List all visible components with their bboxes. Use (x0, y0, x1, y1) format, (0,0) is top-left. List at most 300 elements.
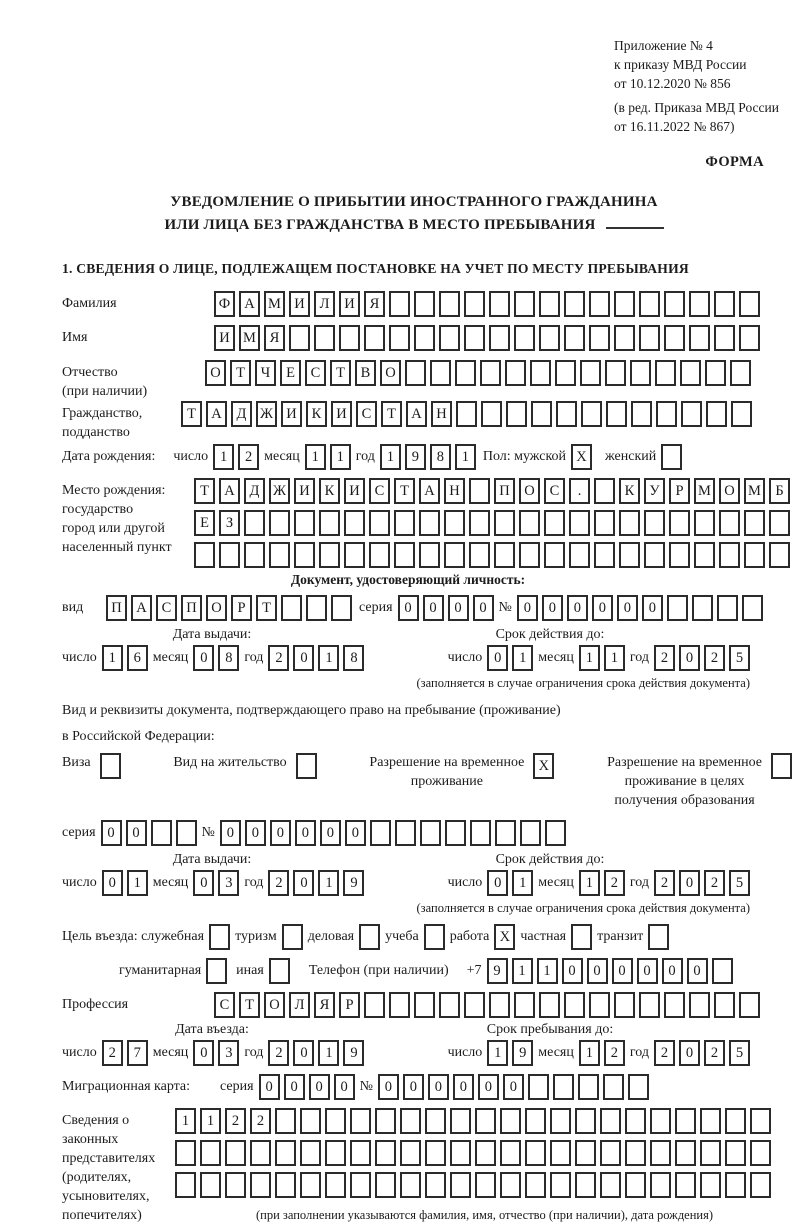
char-box-empty[interactable] (225, 1140, 246, 1166)
char-box-empty[interactable] (269, 510, 290, 536)
char-box[interactable]: 2 (704, 1040, 725, 1066)
char-box[interactable]: 2 (654, 645, 675, 671)
char-box[interactable]: Л (314, 291, 335, 317)
char-box[interactable]: 0 (293, 1040, 314, 1066)
char-box[interactable]: М (694, 478, 715, 504)
char-box[interactable]: 1 (127, 870, 148, 896)
char-box[interactable]: 0 (679, 1040, 700, 1066)
checkbox-purpose-other[interactable] (269, 958, 290, 984)
char-box[interactable]: Е (280, 360, 301, 386)
char-box-empty[interactable] (769, 542, 790, 568)
char-box-empty[interactable] (619, 542, 640, 568)
char-box-empty[interactable] (744, 510, 765, 536)
char-box-empty[interactable] (425, 1140, 446, 1166)
char-box[interactable]: С (356, 401, 377, 427)
char-box-empty[interactable] (680, 360, 701, 386)
checkbox-temp-residence-education[interactable] (771, 753, 792, 779)
char-box[interactable]: А (419, 478, 440, 504)
char-box[interactable]: М (264, 291, 285, 317)
char-box[interactable]: 0 (542, 595, 563, 621)
char-box[interactable]: 0 (259, 1074, 280, 1100)
char-box[interactable]: И (344, 478, 365, 504)
char-box[interactable]: 9 (343, 1040, 364, 1066)
char-box-empty[interactable] (750, 1172, 771, 1198)
char-box[interactable]: 1 (330, 444, 351, 470)
char-box[interactable]: 9 (512, 1040, 533, 1066)
char-box-empty[interactable] (500, 1108, 521, 1134)
char-box-empty[interactable] (725, 1140, 746, 1166)
checkbox-purpose-study[interactable] (424, 924, 445, 950)
char-box-empty[interactable] (456, 401, 477, 427)
char-box-empty[interactable] (375, 1140, 396, 1166)
char-box[interactable]: С (369, 478, 390, 504)
char-box[interactable]: 0 (293, 870, 314, 896)
char-box-empty[interactable] (219, 542, 240, 568)
char-box-empty[interactable] (539, 291, 560, 317)
char-box-empty[interactable] (550, 1108, 571, 1134)
char-box[interactable]: 0 (309, 1074, 330, 1100)
char-box-empty[interactable] (569, 510, 590, 536)
char-box[interactable]: А (239, 291, 260, 317)
char-box[interactable]: Н (444, 478, 465, 504)
char-box[interactable]: 0 (679, 870, 700, 896)
char-box-empty[interactable] (425, 1172, 446, 1198)
char-box-empty[interactable] (530, 360, 551, 386)
char-box[interactable]: У (644, 478, 665, 504)
char-box[interactable]: М (744, 478, 765, 504)
char-box[interactable]: Л (289, 992, 310, 1018)
char-box[interactable]: 2 (604, 1040, 625, 1066)
char-box-empty[interactable] (300, 1172, 321, 1198)
char-box-empty[interactable] (675, 1172, 696, 1198)
char-box[interactable]: 1 (318, 645, 339, 671)
char-box[interactable]: П (181, 595, 202, 621)
char-box-empty[interactable] (350, 1108, 371, 1134)
char-box[interactable]: 0 (679, 645, 700, 671)
char-box-empty[interactable] (639, 992, 660, 1018)
char-box-empty[interactable] (731, 401, 752, 427)
char-box-empty[interactable] (689, 291, 710, 317)
char-box-empty[interactable] (175, 1140, 196, 1166)
char-box-empty[interactable] (669, 510, 690, 536)
char-box[interactable]: 1 (213, 444, 234, 470)
char-box-empty[interactable] (614, 325, 635, 351)
char-box-empty[interactable] (594, 542, 615, 568)
char-box-empty[interactable] (750, 1140, 771, 1166)
char-box-empty[interactable] (444, 542, 465, 568)
char-box[interactable]: 0 (284, 1074, 305, 1100)
char-box-empty[interactable] (550, 1140, 571, 1166)
char-box-empty[interactable] (469, 478, 490, 504)
char-box-empty[interactable] (475, 1140, 496, 1166)
char-box[interactable]: 5 (729, 1040, 750, 1066)
char-box-empty[interactable] (369, 542, 390, 568)
char-box-empty[interactable] (575, 1140, 596, 1166)
char-box[interactable]: Р (669, 478, 690, 504)
char-box[interactable]: М (239, 325, 260, 351)
char-box-empty[interactable] (475, 1108, 496, 1134)
char-box[interactable]: 0 (423, 595, 444, 621)
char-box[interactable]: 9 (343, 870, 364, 896)
char-box[interactable]: 0 (295, 820, 316, 846)
char-box-empty[interactable] (520, 820, 541, 846)
char-box-empty[interactable] (669, 542, 690, 568)
char-box-empty[interactable] (742, 595, 763, 621)
char-box-empty[interactable] (344, 542, 365, 568)
char-box[interactable]: 0 (270, 820, 291, 846)
char-box-empty[interactable] (639, 291, 660, 317)
char-box-empty[interactable] (469, 542, 490, 568)
char-box[interactable]: 0 (320, 820, 341, 846)
char-box[interactable]: К (306, 401, 327, 427)
char-box[interactable]: 0 (612, 958, 633, 984)
char-box-empty[interactable] (480, 360, 501, 386)
char-box-empty[interactable] (519, 510, 540, 536)
char-box[interactable]: И (281, 401, 302, 427)
char-box[interactable]: Н (431, 401, 452, 427)
char-box-empty[interactable] (489, 325, 510, 351)
char-box-empty[interactable] (689, 992, 710, 1018)
checkbox-gender-male[interactable]: X (571, 444, 592, 470)
char-box[interactable]: Е (194, 510, 215, 536)
char-box-empty[interactable] (594, 510, 615, 536)
char-box[interactable]: Т (256, 595, 277, 621)
char-box-empty[interactable] (370, 820, 391, 846)
char-box[interactable]: 0 (662, 958, 683, 984)
char-box-empty[interactable] (739, 992, 760, 1018)
char-box-empty[interactable] (553, 1074, 574, 1100)
char-box[interactable]: А (131, 595, 152, 621)
char-box-empty[interactable] (539, 992, 560, 1018)
char-box[interactable]: А (206, 401, 227, 427)
char-box[interactable]: 1 (579, 870, 600, 896)
char-box-empty[interactable] (555, 360, 576, 386)
char-box-empty[interactable] (439, 992, 460, 1018)
char-box[interactable]: Р (231, 595, 252, 621)
char-box-empty[interactable] (600, 1140, 621, 1166)
char-box-empty[interactable] (389, 291, 410, 317)
char-box[interactable]: 0 (378, 1074, 399, 1100)
char-box-empty[interactable] (289, 325, 310, 351)
char-box-empty[interactable] (664, 291, 685, 317)
char-box-empty[interactable] (719, 510, 740, 536)
char-box[interactable]: 0 (592, 595, 613, 621)
char-box-empty[interactable] (556, 401, 577, 427)
char-box[interactable]: 1 (487, 1040, 508, 1066)
char-box[interactable]: 2 (704, 870, 725, 896)
char-box[interactable]: 2 (654, 870, 675, 896)
char-box-empty[interactable] (325, 1172, 346, 1198)
char-box[interactable]: 0 (478, 1074, 499, 1100)
char-box-empty[interactable] (275, 1140, 296, 1166)
char-box[interactable]: 5 (729, 645, 750, 671)
char-box-empty[interactable] (414, 325, 435, 351)
char-box-empty[interactable] (514, 325, 535, 351)
char-box-empty[interactable] (675, 1140, 696, 1166)
char-box-empty[interactable] (525, 1140, 546, 1166)
char-box[interactable]: 0 (487, 870, 508, 896)
char-box-empty[interactable] (656, 401, 677, 427)
char-box[interactable]: 6 (127, 645, 148, 671)
char-box[interactable]: С (156, 595, 177, 621)
char-box-empty[interactable] (644, 510, 665, 536)
char-box-empty[interactable] (714, 992, 735, 1018)
char-box[interactable]: Т (239, 992, 260, 1018)
char-box-empty[interactable] (544, 510, 565, 536)
checkbox-purpose-humanitarian[interactable] (206, 958, 227, 984)
char-box-empty[interactable] (694, 542, 715, 568)
char-box[interactable]: Ф (214, 291, 235, 317)
char-box[interactable]: 0 (687, 958, 708, 984)
char-box[interactable]: 0 (448, 595, 469, 621)
char-box-empty[interactable] (225, 1172, 246, 1198)
char-box-empty[interactable] (419, 542, 440, 568)
char-box[interactable]: О (719, 478, 740, 504)
char-box-empty[interactable] (494, 542, 515, 568)
char-box-empty[interactable] (319, 510, 340, 536)
char-box-empty[interactable] (414, 291, 435, 317)
char-box[interactable]: 8 (218, 645, 239, 671)
char-box-empty[interactable] (414, 992, 435, 1018)
char-box[interactable]: О (206, 595, 227, 621)
char-box-empty[interactable] (394, 542, 415, 568)
char-box-empty[interactable] (494, 510, 515, 536)
char-box-empty[interactable] (689, 325, 710, 351)
char-box-empty[interactable] (445, 820, 466, 846)
char-box-empty[interactable] (725, 1172, 746, 1198)
char-box-empty[interactable] (667, 595, 688, 621)
char-box-empty[interactable] (514, 291, 535, 317)
char-box-empty[interactable] (603, 1074, 624, 1100)
checkbox-purpose-official[interactable] (209, 924, 230, 950)
char-box[interactable]: Т (181, 401, 202, 427)
char-box-empty[interactable] (519, 542, 540, 568)
char-box-empty[interactable] (564, 325, 585, 351)
char-box[interactable]: К (319, 478, 340, 504)
char-box[interactable]: 1 (380, 444, 401, 470)
char-box-empty[interactable] (545, 820, 566, 846)
char-box[interactable]: Я (314, 992, 335, 1018)
char-box-empty[interactable] (325, 1108, 346, 1134)
char-box[interactable]: 0 (403, 1074, 424, 1100)
char-box[interactable]: 1 (537, 958, 558, 984)
char-box-empty[interactable] (580, 360, 601, 386)
char-box-empty[interactable] (575, 1108, 596, 1134)
char-box-empty[interactable] (525, 1108, 546, 1134)
char-box[interactable]: 1 (318, 870, 339, 896)
char-box-empty[interactable] (550, 1172, 571, 1198)
char-box[interactable]: 9 (487, 958, 508, 984)
char-box[interactable]: О (380, 360, 401, 386)
char-box[interactable]: 0 (617, 595, 638, 621)
char-box[interactable]: 0 (487, 645, 508, 671)
char-box-empty[interactable] (400, 1172, 421, 1198)
char-box[interactable]: Ч (255, 360, 276, 386)
char-box-empty[interactable] (717, 595, 738, 621)
char-box[interactable]: 2 (225, 1108, 246, 1134)
char-box[interactable]: Т (194, 478, 215, 504)
char-box-empty[interactable] (505, 360, 526, 386)
char-box[interactable]: 2 (268, 645, 289, 671)
char-box-empty[interactable] (719, 542, 740, 568)
char-box[interactable]: 0 (503, 1074, 524, 1100)
char-box-empty[interactable] (769, 510, 790, 536)
char-box-empty[interactable] (275, 1172, 296, 1198)
char-box-empty[interactable] (628, 1074, 649, 1100)
char-box-empty[interactable] (339, 325, 360, 351)
char-box-empty[interactable] (364, 992, 385, 1018)
char-box[interactable]: 1 (102, 645, 123, 671)
char-box-empty[interactable] (250, 1172, 271, 1198)
char-box-empty[interactable] (606, 401, 627, 427)
char-box-empty[interactable] (619, 510, 640, 536)
char-box-empty[interactable] (694, 510, 715, 536)
char-box-empty[interactable] (419, 510, 440, 536)
char-box-empty[interactable] (430, 360, 451, 386)
char-box-empty[interactable] (395, 820, 416, 846)
char-box-empty[interactable] (250, 1140, 271, 1166)
char-box[interactable]: К (619, 478, 640, 504)
char-box[interactable]: 2 (654, 1040, 675, 1066)
char-box-empty[interactable] (455, 360, 476, 386)
checkbox-purpose-work[interactable]: X (494, 924, 515, 950)
char-box-empty[interactable] (495, 820, 516, 846)
char-box[interactable]: 0 (587, 958, 608, 984)
char-box-empty[interactable] (631, 401, 652, 427)
char-box-empty[interactable] (528, 1074, 549, 1100)
char-box-empty[interactable] (464, 992, 485, 1018)
char-box-empty[interactable] (639, 325, 660, 351)
checkbox-purpose-tourism[interactable] (282, 924, 303, 950)
char-box-empty[interactable] (578, 1074, 599, 1100)
char-box-empty[interactable] (625, 1172, 646, 1198)
char-box-empty[interactable] (194, 542, 215, 568)
char-box[interactable]: 0 (562, 958, 583, 984)
char-box-empty[interactable] (625, 1108, 646, 1134)
char-box-empty[interactable] (514, 992, 535, 1018)
char-box[interactable]: 0 (193, 645, 214, 671)
char-box-empty[interactable] (589, 992, 610, 1018)
char-box-empty[interactable] (650, 1140, 671, 1166)
char-box-empty[interactable] (400, 1108, 421, 1134)
char-box[interactable]: П (106, 595, 127, 621)
char-box-empty[interactable] (450, 1172, 471, 1198)
char-box-empty[interactable] (644, 542, 665, 568)
char-box-empty[interactable] (600, 1172, 621, 1198)
char-box-empty[interactable] (564, 992, 585, 1018)
char-box-empty[interactable] (464, 325, 485, 351)
char-box-empty[interactable] (614, 291, 635, 317)
char-box-empty[interactable] (331, 595, 352, 621)
char-box-empty[interactable] (589, 325, 610, 351)
checkbox-purpose-business[interactable] (359, 924, 380, 950)
char-box[interactable]: Т (230, 360, 251, 386)
char-box-empty[interactable] (444, 510, 465, 536)
char-box-empty[interactable] (600, 1108, 621, 1134)
char-box-empty[interactable] (489, 992, 510, 1018)
char-box[interactable]: 7 (127, 1040, 148, 1066)
char-box[interactable]: Я (364, 291, 385, 317)
char-box[interactable]: 2 (250, 1108, 271, 1134)
char-box-empty[interactable] (589, 291, 610, 317)
char-box[interactable]: 5 (729, 870, 750, 896)
char-box-empty[interactable] (175, 1172, 196, 1198)
char-box-empty[interactable] (400, 1140, 421, 1166)
char-box-empty[interactable] (375, 1172, 396, 1198)
char-box[interactable]: 1 (579, 1040, 600, 1066)
char-box-empty[interactable] (700, 1172, 721, 1198)
char-box[interactable]: 0 (517, 595, 538, 621)
char-box[interactable]: 0 (101, 820, 122, 846)
char-box-empty[interactable] (650, 1108, 671, 1134)
char-box-empty[interactable] (739, 325, 760, 351)
char-box[interactable]: 1 (455, 444, 476, 470)
char-box[interactable]: 1 (175, 1108, 196, 1134)
char-box[interactable]: И (339, 291, 360, 317)
char-box[interactable]: Т (330, 360, 351, 386)
char-box[interactable]: 2 (102, 1040, 123, 1066)
char-box[interactable]: 9 (405, 444, 426, 470)
char-box-empty[interactable] (405, 360, 426, 386)
char-box[interactable]: 0 (398, 595, 419, 621)
char-box-empty[interactable] (675, 1108, 696, 1134)
char-box[interactable]: Р (339, 992, 360, 1018)
char-box-empty[interactable] (581, 401, 602, 427)
char-box[interactable]: О (264, 992, 285, 1018)
char-box-empty[interactable] (389, 992, 410, 1018)
char-box[interactable]: И (294, 478, 315, 504)
char-box-empty[interactable] (394, 510, 415, 536)
char-box-empty[interactable] (364, 325, 385, 351)
char-box[interactable]: 1 (512, 870, 533, 896)
char-box[interactable]: С (214, 992, 235, 1018)
char-box-empty[interactable] (475, 1172, 496, 1198)
char-box[interactable]: 0 (567, 595, 588, 621)
char-box-empty[interactable] (594, 478, 615, 504)
char-box-empty[interactable] (681, 401, 702, 427)
char-box-empty[interactable] (489, 291, 510, 317)
char-box[interactable]: 0 (102, 870, 123, 896)
char-box-empty[interactable] (464, 291, 485, 317)
char-box[interactable]: 1 (579, 645, 600, 671)
char-box-empty[interactable] (425, 1108, 446, 1134)
char-box-empty[interactable] (614, 992, 635, 1018)
checkbox-residence-permit[interactable] (296, 753, 317, 779)
char-box[interactable]: 0 (245, 820, 266, 846)
char-box-empty[interactable] (692, 595, 713, 621)
char-box-empty[interactable] (294, 542, 315, 568)
char-box-empty[interactable] (655, 360, 676, 386)
char-box-empty[interactable] (300, 1140, 321, 1166)
char-box-empty[interactable] (650, 1172, 671, 1198)
char-box-empty[interactable] (714, 291, 735, 317)
char-box-empty[interactable] (275, 1108, 296, 1134)
char-box[interactable]: Т (381, 401, 402, 427)
char-box-empty[interactable] (531, 401, 552, 427)
char-box-empty[interactable] (564, 291, 585, 317)
char-box[interactable]: 2 (268, 870, 289, 896)
char-box-empty[interactable] (294, 510, 315, 536)
char-box-empty[interactable] (605, 360, 626, 386)
char-box-empty[interactable] (506, 401, 527, 427)
char-box-empty[interactable] (664, 325, 685, 351)
char-box[interactable]: 1 (512, 958, 533, 984)
char-box[interactable]: 8 (343, 645, 364, 671)
char-box-empty[interactable] (151, 820, 172, 846)
char-box-empty[interactable] (700, 1140, 721, 1166)
char-box-empty[interactable] (569, 542, 590, 568)
char-box-empty[interactable] (176, 820, 197, 846)
